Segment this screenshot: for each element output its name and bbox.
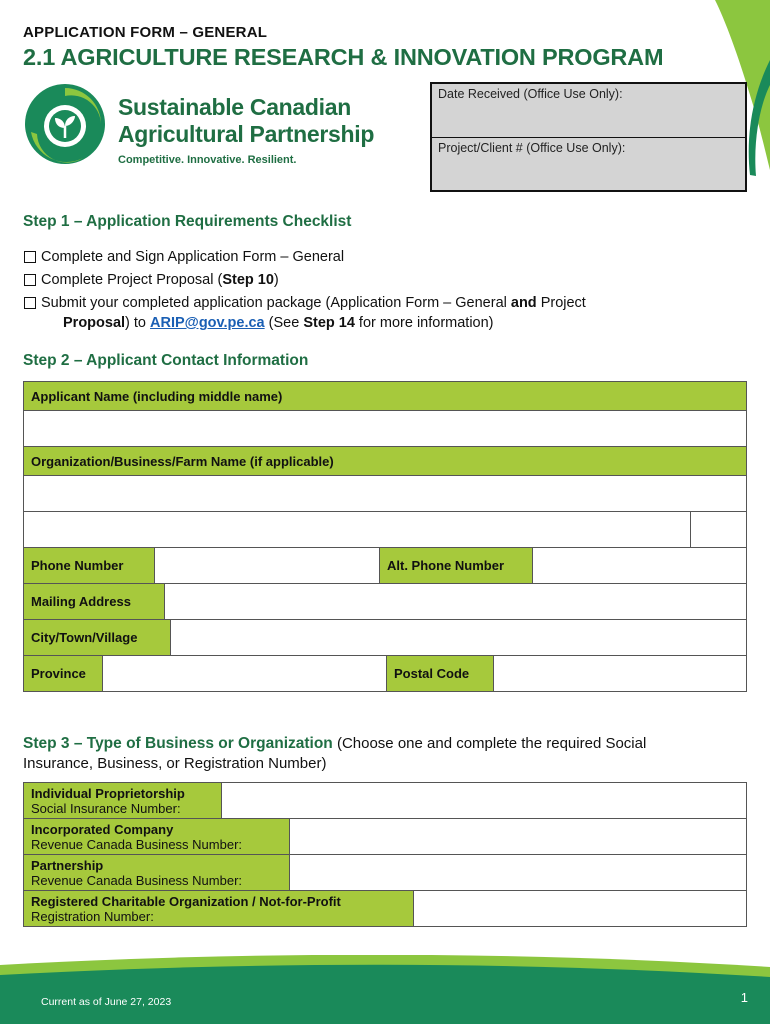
applicant-name-input[interactable] (23, 410, 747, 447)
checkbox-project-proposal[interactable] (24, 274, 36, 286)
alt-phone-number-input[interactable] (532, 547, 747, 584)
checklist-item-label: Complete and Sign Application Form – General (41, 249, 345, 265)
step-reference: Step 10 (222, 272, 274, 288)
alt-phone-number-label: Alt. Phone Number (379, 547, 533, 584)
city-input[interactable] (170, 619, 747, 656)
applicant-name-label: Applicant Name (including middle name) (23, 381, 747, 411)
charitable-organization-label (23, 890, 414, 927)
row-subtitle: Social Insurance Number: (31, 800, 181, 816)
office-use-box (430, 82, 747, 192)
row-subtitle: Registration Number: (31, 908, 154, 924)
registration-number-input[interactable] (413, 890, 747, 927)
checklist-item-label: Submit your completed application package (Application Form – General (41, 295, 511, 311)
date-received-label: Date Received (Office Use Only): (438, 87, 623, 101)
mailing-address-label: Mailing Address (23, 583, 165, 620)
organization-input-extra-side[interactable] (690, 511, 747, 548)
step3-note-line1: (Choose one and complete the required Social (332, 735, 647, 752)
row-title: Partnership (31, 857, 104, 873)
checkbox-sign-form[interactable] (24, 251, 36, 263)
phone-number-input[interactable] (154, 547, 380, 584)
province-label: Province (23, 655, 103, 692)
requirements-checklist (23, 247, 586, 336)
checklist-text-see: (See (264, 315, 304, 331)
checklist-text-to: ) to (125, 315, 151, 331)
program-title: 2.1 AGRICULTURE RESEARCH & INNOVATION PROGRAM (23, 44, 664, 70)
postal-code-label: Postal Code (386, 655, 494, 692)
checklist-item-sign-form (23, 247, 586, 267)
partnership-business-number-input[interactable] (289, 854, 747, 891)
step3-note-line2: Insurance, Business, or Registration Number) (23, 755, 327, 772)
project-client-label: Project/Client # (Office Use Only): (438, 141, 626, 155)
bold-and: and (510, 295, 537, 311)
step2-heading: Step 2 – Applicant Contact Information (23, 352, 309, 369)
province-input[interactable] (102, 655, 387, 692)
step3-title: Step 3 – Type of Business or Organization (23, 735, 333, 752)
step1-heading: Step 1 – Application Requirements Checklist (23, 213, 352, 230)
sustainable-canadian-agricultural-partnership-logo (23, 82, 403, 174)
logo-leaf-icon (23, 82, 107, 166)
partnership-label (23, 854, 290, 891)
logo-tagline: Competitive. Innovative. Resilient. (118, 154, 297, 166)
checklist-item-project-proposal (23, 270, 586, 290)
email-link[interactable]: ARIP@gov.pe.ca (150, 315, 265, 331)
row-title: Incorporated Company (31, 821, 174, 837)
social-insurance-number-input[interactable] (221, 782, 747, 819)
logo-name-line1: Sustainable Canadian (118, 94, 352, 120)
mailing-address-input[interactable] (164, 583, 747, 620)
row-title: Individual Proprietorship (31, 785, 185, 801)
phone-number-label: Phone Number (23, 547, 155, 584)
checklist-item-label-end: ) (273, 272, 279, 288)
individual-proprietorship-label (23, 782, 222, 819)
checklist-item-label: Complete Project Proposal ( (41, 272, 223, 288)
organization-input-extra[interactable] (23, 511, 691, 548)
row-title: Registered Charitable Organization / Not-for-Profit (31, 893, 341, 909)
row-subtitle: Revenue Canada Business Number: (31, 872, 243, 888)
date-received-field[interactable] (432, 84, 745, 137)
project-client-field[interactable] (432, 137, 745, 190)
decorative-swoosh-footer (0, 955, 770, 1024)
organization-input[interactable] (23, 475, 747, 512)
checklist-text-more-info: for more information) (354, 315, 494, 331)
postal-code-input[interactable] (493, 655, 747, 692)
logo-name-line2: Agricultural Partnership (118, 121, 375, 147)
row-subtitle: Revenue Canada Business Number: (31, 836, 243, 852)
incorporated-business-number-input[interactable] (289, 818, 747, 855)
page-number: 1 (740, 990, 748, 1005)
footer-date: Current as of June 27, 2023 (41, 996, 172, 1008)
city-label: City/Town/Village (23, 619, 171, 656)
checkbox-submit-package[interactable] (24, 297, 36, 309)
checklist-item-label-cont: Project (536, 295, 586, 311)
incorporated-company-label (23, 818, 290, 855)
form-type-heading: APPLICATION FORM – GENERAL (23, 24, 268, 41)
checklist-item-submit-package (23, 293, 586, 333)
organization-label: Organization/Business/Farm Name (if applicable) (23, 446, 747, 476)
bold-proposal: Proposal (63, 315, 126, 331)
step-reference: Step 14 (303, 315, 355, 331)
step3-heading (23, 734, 646, 774)
